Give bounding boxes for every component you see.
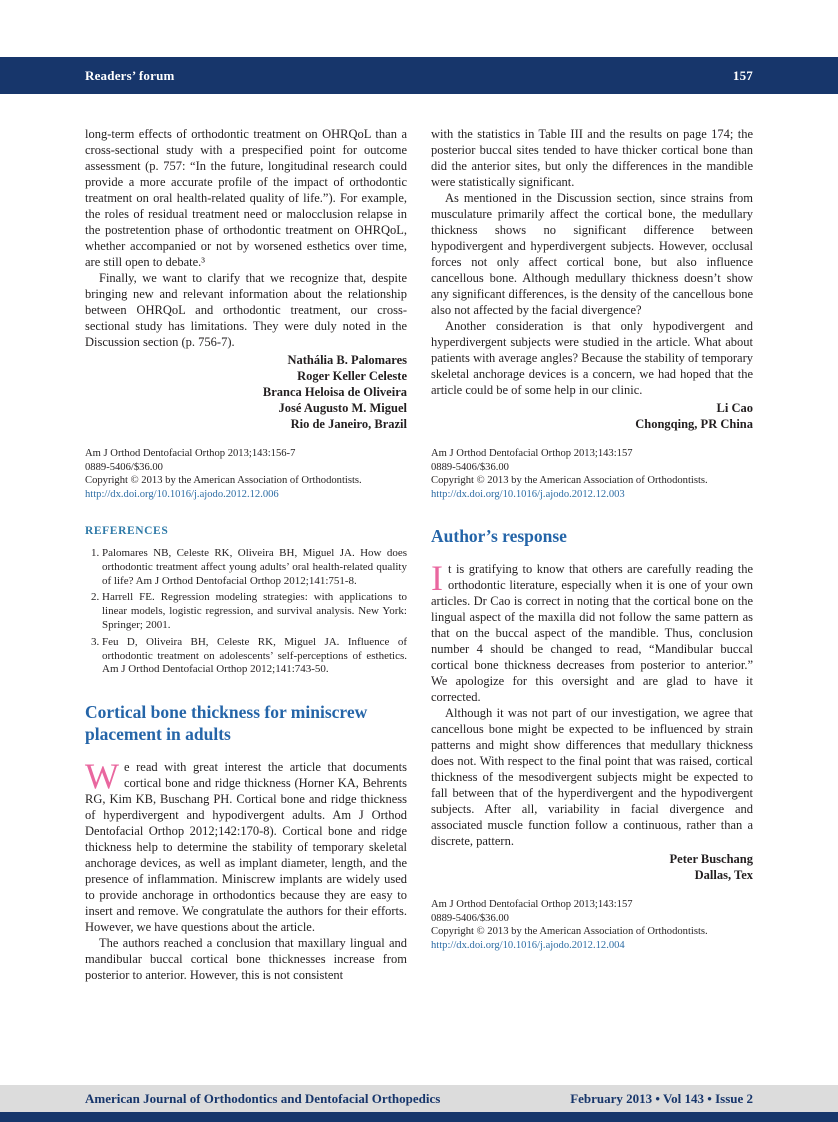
letter2-paragraph-3: with the statistics in Table III and the results on page 174; the posterior buccal sites tended to have thicker cortical bone than did the anterior sites, but only the differences in the mandible were statistically significant.: [431, 127, 753, 189]
letter1-citation-block: [85, 447, 407, 501]
letter2-title: Cortical bone thickness for miniscrew placement in adults: [85, 702, 368, 745]
citation-issn-line: 0889-5406/$36.00: [431, 461, 509, 473]
letter3-signatures: [431, 851, 753, 883]
references-heading: REFERENCES: [85, 525, 169, 537]
letter2-paragraph-5: Another consideration is that only hypodivergent and hyperdivergent subjects were studied in the article. What about patients with average angles? Because the stability of temporary skeletal anchorage devices is a concern, we had hoped that the article could be of some help in our clinic.: [431, 319, 753, 397]
right-column: [431, 126, 753, 1074]
letter1-signatures: [85, 352, 407, 432]
letter2-signatures: [431, 400, 753, 432]
paragraph-text: e read with great interest the article that documents cortical bone and ridge thickness (Horner KA, Behrents RG, Kim KB, Buschang PH. Cortical bone and ridge thickness of hyperdivergent and hypodivergent adults. Am J Orthod Dentofacial Orthop 2012;142:170-8). Cortical bone and ridge thickness help to determine the stability of temporary skeletal anchorage devices, as well as implant diameter, length, and the presence of inflammation. Miniscrew implants are widely used to provide anchorage in orthodontics because they are easy to insert and remove. We congratulate the authors for their efforts. However, we have questions about the article.: [85, 760, 407, 935]
letter3-paragraph-1: [431, 558, 753, 705]
citation-copyright-line: Copyright © 2013 by the American Association of Orthodontists.: [85, 475, 362, 486]
signature-line: José Augusto M. Miguel: [278, 401, 407, 415]
signature-line: Roger Keller Celeste: [297, 369, 407, 383]
citation-issn-line: 0889-5406/$36.00: [85, 461, 163, 473]
letter2-paragraph-1: [85, 756, 407, 935]
drop-cap: W: [85, 756, 119, 797]
header-bar: [0, 57, 838, 94]
letter3-title: Author’s response: [431, 526, 567, 546]
footer-journal-name: American Journal of Orthodontics and Dentofacial Orthopedics: [85, 1090, 441, 1106]
page-number: 157: [732, 67, 753, 83]
signature-line: Li Cao: [716, 401, 753, 415]
reference-item: 1. Palomares NB, Celeste RK, Oliveira BH, Miguel JA. How does orthodontic treatment affect young adults’ oral health-related quality of life? Am J Orthod Dentofacial Orthop 2012;141:751-8.: [102, 547, 407, 588]
signature-line: Nathália B. Palomares: [287, 353, 407, 367]
citation-copyright-line: Copyright © 2013 by the American Association of Orthodontists.: [431, 926, 708, 937]
citation-issn-line: 0889-5406/$36.00: [431, 912, 509, 924]
footer-navy-bar: [0, 1112, 838, 1122]
signature-line: Dallas, Tex: [694, 868, 753, 882]
doi-link[interactable]: http://dx.doi.org/10.1016/j.ajodo.2012.12.004: [431, 939, 625, 951]
footer-band: [0, 1085, 838, 1112]
letter2-paragraph-2: The authors reached a conclusion that maxillary lingual and mandibular buccal cortical bone thicknesses increase from posterior to anterior. However, this is not consistent: [85, 936, 407, 983]
letter3-citation-block: [431, 898, 753, 952]
letter1-paragraph-1: long-term effects of orthodontic treatment on OHRQoL than a cross-sectional study with a prespecified point for outcome assessment (p. 757: “In the future, longitudinal research could provide a more accurate profile of the impact of orthodontic treatment on oral health-related quality of life.”). For example, the roles of residual treatment need or malocclusion relapse in the postretention phase of orthodontic treatment on OHRQoL, whether accompanied or not by worsened esthetics over time, are still open to debate.³: [85, 127, 407, 269]
citation-copyright-line: Copyright © 2013 by the American Association of Orthodontists.: [431, 475, 708, 486]
section-title: Readers’ forum: [85, 67, 175, 83]
reference-item: 2. Harrell FE. Regression modeling strategies: with applications to linear models, logistic regression, and survival analysis. New York: Springer; 2001.: [102, 591, 407, 632]
page-content: [85, 126, 753, 1074]
doi-link[interactable]: http://dx.doi.org/10.1016/j.ajodo.2012.12.003: [431, 488, 625, 500]
signature-line: Chongqing, PR China: [635, 417, 753, 431]
references-list: [85, 547, 407, 677]
doi-link[interactable]: http://dx.doi.org/10.1016/j.ajodo.2012.12.006: [85, 488, 279, 500]
footer-issue-info: February 2013 • Vol 143 • Issue 2: [570, 1090, 753, 1106]
letter2-paragraph-4: As mentioned in the Discussion section, since strains from musculature primarily affect the cortical bone, the medullary thickness shows no significant difference between hypodivergent and hyperdivergent subjects. However, occlusal forces not only affect cortical bone, but also influence cancellous bone. Although medullary thickness doesn’t show any significant differences, is the density of the cancellous bone also not affected by the facial divergence?: [431, 191, 753, 317]
drop-cap: I: [431, 558, 443, 598]
citation-journal-line: Am J Orthod Dentofacial Orthop 2013;143:156-7: [85, 448, 296, 459]
signature-line: Peter Buschang: [669, 852, 753, 866]
left-column: [85, 126, 407, 1074]
citation-journal-line: Am J Orthod Dentofacial Orthop 2013;143:157: [431, 899, 633, 910]
letter1-paragraph-2: Finally, we want to clarify that we recognize that, despite bringing new and relevant information about the relationship between OHRQoL and orthodontic treatment, our cross-sectional study has limitations. They were duly noted in the Discussion section (p. 756-7).: [85, 271, 407, 349]
signature-line: Rio de Janeiro, Brazil: [290, 417, 407, 431]
reference-item: 3. Feu D, Oliveira BH, Celeste RK, Miguel JA. Influence of orthodontic treatment on adolescents’ self-perceptions of esthetics. Am J Orthod Dentofacial Orthop 2012;141:743-50.: [102, 636, 407, 677]
citation-journal-line: Am J Orthod Dentofacial Orthop 2013;143:157: [431, 448, 633, 459]
letter2-citation-block: [431, 447, 753, 501]
letter3-paragraph-2: Although it was not part of our investigation, we agree that cancellous bone might be expected to be influenced by strain patterns and might show differences that medullary thickness does not. With respect to the final point that was raised, cortical thickness of the mesodivergent subjects might be expected to fall between that of the hyperdivergent and the hypodivergent subjects. After all, variability in facial divergence and associated muscle function follow a continuous, rather than a discrete, pattern.: [431, 706, 753, 848]
signature-line: Branca Heloisa de Oliveira: [262, 385, 407, 399]
paragraph-text: t is gratifying to know that others are carefully reading the orthodontic literature, especially when it is one of your own articles. Dr Cao is correct in noting that the cortical bone on the lingual aspect of the maxilla did not follow the same pattern as that on the buccal aspect of the mandible. Thus, conclusion number 4 should be changed to read, “Mandibular buccal cortical bone thickness decreases from posterior to anterior.” We apologize for this oversight and are glad to have it corrected.: [431, 562, 753, 704]
